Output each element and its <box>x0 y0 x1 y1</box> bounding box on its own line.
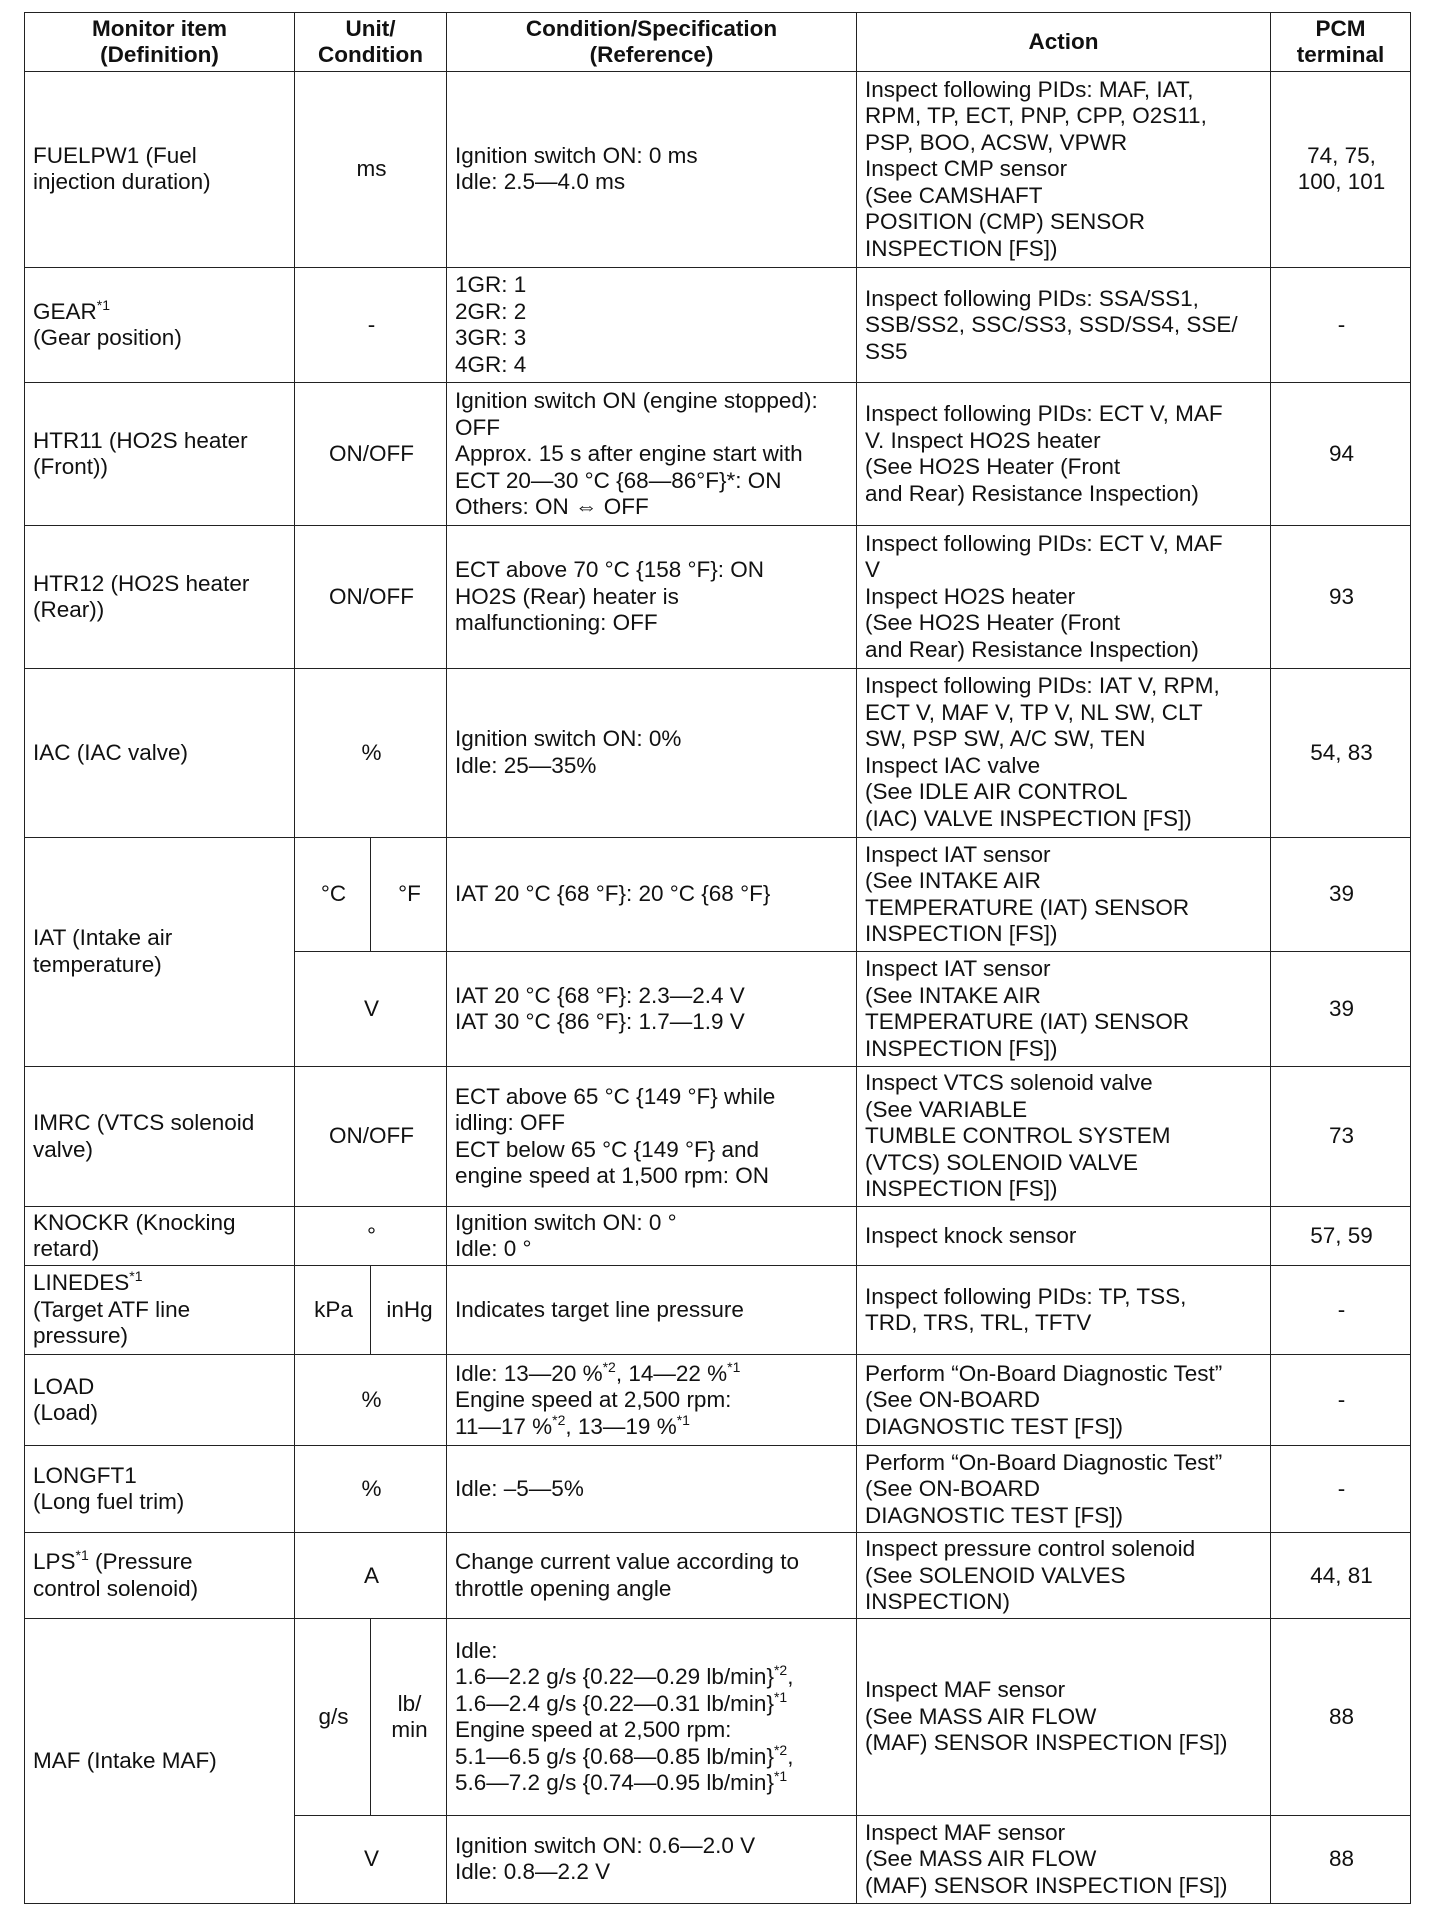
action-cell: Inspect following PIDs: ECT V, MAF V Inspect HO2S heater (See HO2S Heater (Front and Rear) Resistance Inspection) <box>857 526 1271 669</box>
condition-cell: IAT 20 °C {68 °F}: 2.3—2.4 V IAT 30 °C {86 °F}: 1.7—1.9 V <box>447 952 857 1066</box>
condition-cell: Idle: –5—5% <box>447 1446 857 1533</box>
pcm-cell: 88 <box>1271 1815 1411 1903</box>
footnote-mark: *1 <box>676 1411 690 1428</box>
cond-text: 11—17 % <box>455 1413 553 1439</box>
table-row <box>25 1266 1411 1355</box>
pcm-cell: 88 <box>1271 1619 1411 1815</box>
unit-cell: ms <box>295 71 447 267</box>
cond-text: Idle: 13—20 % <box>455 1360 603 1386</box>
action-cell: Inspect MAF sensor (See MASS AIR FLOW (MAF) SENSOR INSPECTION [FS]) <box>857 1619 1271 1815</box>
unit-cell: V <box>295 1815 447 1903</box>
monitor-item: MAF (Intake MAF) <box>25 1619 295 1904</box>
unit-cell-alt: inHg <box>371 1266 447 1355</box>
cond-text: Idle: <box>455 1637 498 1663</box>
unit-cell: kPa <box>295 1266 371 1355</box>
monitor-item: IMRC (VTCS solenoid valve) <box>25 1066 295 1207</box>
pcm-cell: 39 <box>1271 952 1411 1066</box>
condition-cell <box>447 1355 857 1446</box>
action-cell: Inspect following PIDs: TP, TSS, TRD, TRS, TRL, TFTV <box>857 1266 1271 1355</box>
cond-text: Engine speed at 2,500 rpm: <box>455 1717 732 1743</box>
table-row <box>25 71 1411 267</box>
condition-cell: Indicates target line pressure <box>447 1266 857 1355</box>
monitor-item: LONGFT1 (Long fuel trim) <box>25 1446 295 1533</box>
pcm-cell: 54, 83 <box>1271 668 1411 837</box>
unit-cell: ON/OFF <box>295 1066 447 1207</box>
unit-cell: % <box>295 1355 447 1446</box>
cond-text: Engine speed at 2,500 rpm: <box>455 1387 732 1413</box>
table-row <box>25 1619 1411 1815</box>
action-cell: Inspect knock sensor <box>857 1207 1271 1266</box>
footnote-mark: *2 <box>602 1358 616 1375</box>
unit-cell: V <box>295 952 447 1066</box>
action-cell: Inspect MAF sensor (See MASS AIR FLOW (MAF) SENSOR INSPECTION [FS]) <box>857 1815 1271 1903</box>
pcm-cell: 93 <box>1271 526 1411 669</box>
condition-cell: ECT above 65 °C {149 °F} while idling: OFF ECT below 65 °C {149 °F} and engine speed at 1,500 rpm: ON <box>447 1066 857 1207</box>
unit-cell: °C <box>295 837 371 951</box>
unit-cell: % <box>295 1446 447 1533</box>
header-row <box>25 13 1411 72</box>
action-cell: Inspect VTCS solenoid valve (See VARIABLE TUMBLE CONTROL SYSTEM (VTCS) SOLENOID VALVE INSPECTION [FS]) <box>857 1066 1271 1207</box>
item-name: LINEDES <box>33 1270 130 1296</box>
unit-cell-alt: lb/ min <box>371 1619 447 1815</box>
unit-cell: A <box>295 1533 447 1619</box>
unit-cell: - <box>295 268 447 383</box>
pcm-cell: 73 <box>1271 1066 1411 1207</box>
pcm-cell: 44, 81 <box>1271 1533 1411 1619</box>
action-cell: Inspect following PIDs: MAF, IAT, RPM, TP, ECT, PNP, CPP, O2S11, PSP, BOO, ACSW, VPWR Inspect CMP sensor (See CAMSHAFT POSITION (CMP) SENSOR INSPECTION [FS]) <box>857 71 1271 267</box>
condition-cell: IAT 20 °C {68 °F}: 20 °C {68 °F} <box>447 837 857 951</box>
monitor-item: FUELPW1 (Fuel injection duration) <box>25 71 295 267</box>
header-action: Action <box>857 13 1271 72</box>
pcm-cell: 94 <box>1271 383 1411 526</box>
pcm-cell: 74, 75, 100, 101 <box>1271 71 1411 267</box>
table-row <box>25 1533 1411 1619</box>
condition-cell: Ignition switch ON (engine stopped): OFF Approx. 15 s after engine start with ECT 20—30 °C {68—86°F}*: ON Others: ON ⇔ OFF <box>447 383 857 526</box>
cond-text: 1.6—2.2 g/s {0.22—0.29 lb/min} <box>455 1664 774 1690</box>
monitor-item <box>25 1266 295 1355</box>
action-cell: Perform “On-Board Diagnostic Test” (See ON-BOARD DIAGNOSTIC TEST [FS]) <box>857 1355 1271 1446</box>
footnote-mark: *2 <box>773 1741 788 1758</box>
footnote-mark: *1 <box>129 1268 143 1285</box>
condition-cell: Ignition switch ON: 0 ms Idle: 2.5—4.0 ms <box>447 71 857 267</box>
condition-cell: ECT above 70 °C {158 °F}: ON HO2S (Rear) heater is malfunctioning: OFF <box>447 526 857 669</box>
cond-text: , <box>787 1664 794 1690</box>
pid-monitor-table <box>24 12 1411 1904</box>
monitor-item: HTR12 (HO2S heater (Rear)) <box>25 526 295 669</box>
monitor-item: IAC (IAC valve) <box>25 668 295 837</box>
monitor-item <box>25 268 295 383</box>
monitor-item: LOAD (Load) <box>25 1355 295 1446</box>
cond-text: , <box>787 1743 794 1769</box>
condition-cell: Ignition switch ON: 0% Idle: 25—35% <box>447 668 857 837</box>
pcm-cell: 57, 59 <box>1271 1207 1411 1266</box>
table-row <box>25 1355 1411 1446</box>
item-name: LPS <box>33 1549 76 1575</box>
pcm-cell: - <box>1271 1446 1411 1533</box>
cond-text: 5.6—7.2 g/s {0.74—0.95 lb/min} <box>455 1770 774 1796</box>
action-cell: Inspect IAT sensor (See INTAKE AIR TEMPERATURE (IAT) SENSOR INSPECTION [FS]) <box>857 952 1271 1066</box>
action-cell: Perform “On-Board Diagnostic Test” (See ON-BOARD DIAGNOSTIC TEST [FS]) <box>857 1446 1271 1533</box>
condition-cell: 1GR: 1 2GR: 2 3GR: 3 4GR: 4 <box>447 268 857 383</box>
header-unit-condition: Unit/ Condition <box>295 13 447 72</box>
cond-text: , 13—19 % <box>565 1413 677 1439</box>
table-row <box>25 1066 1411 1207</box>
unit-cell-alt: °F <box>371 837 447 951</box>
item-desc: (Gear position) <box>33 325 182 351</box>
monitor-item: IAT (Intake air temperature) <box>25 837 295 1066</box>
pcm-cell: 39 <box>1271 837 1411 951</box>
action-cell: Inspect following PIDs: SSA/SS1, SSB/SS2, SSC/SS3, SSD/SS4, SSE/ SS5 <box>857 268 1271 383</box>
footnote-mark: *1 <box>96 296 110 313</box>
table-row <box>25 668 1411 837</box>
pcm-cell: - <box>1271 1266 1411 1355</box>
action-cell: Inspect pressure control solenoid (See SOLENOID VALVES INSPECTION) <box>857 1533 1271 1619</box>
item-desc: (Pressure <box>88 1549 193 1575</box>
unit-cell: % <box>295 668 447 837</box>
monitor-item: KNOCKR (Knocking retard) <box>25 1207 295 1266</box>
table-row <box>25 383 1411 526</box>
footnote-mark: *1 <box>773 1688 788 1705</box>
cond-text: , 14—22 % <box>615 1360 728 1386</box>
action-cell: Inspect IAT sensor (See INTAKE AIR TEMPERATURE (IAT) SENSOR INSPECTION [FS]) <box>857 837 1271 951</box>
table-row <box>25 1446 1411 1533</box>
item-desc: control solenoid) <box>33 1575 199 1601</box>
cond-text: 5.1—6.5 g/s {0.68—0.85 lb/min} <box>455 1743 774 1769</box>
table-row <box>25 837 1411 951</box>
item-desc: (Target ATF line pressure) <box>33 1296 191 1349</box>
action-cell: Inspect following PIDs: ECT V, MAF V. Inspect HO2S heater (See HO2S Heater (Front and Rear) Resistance Inspection) <box>857 383 1271 526</box>
unit-cell: ON/OFF <box>295 383 447 526</box>
monitor-item: HTR11 (HO2S heater (Front)) <box>25 383 295 526</box>
header-condition-spec: Condition/Specification (Reference) <box>447 13 857 72</box>
pcm-cell: - <box>1271 268 1411 383</box>
monitor-item <box>25 1533 295 1619</box>
header-monitor-item: Monitor item (Definition) <box>25 13 295 72</box>
unit-cell: g/s <box>295 1619 371 1815</box>
pcm-cell: - <box>1271 1355 1411 1446</box>
footnote-mark: *1 <box>75 1547 89 1564</box>
cond-text: 1.6—2.4 g/s {0.22—0.31 lb/min} <box>455 1690 774 1716</box>
table-row <box>25 1207 1411 1266</box>
footnote-mark: *2 <box>773 1662 788 1679</box>
item-name: GEAR <box>33 298 97 324</box>
footnote-mark: *1 <box>727 1358 741 1375</box>
footnote-mark: *1 <box>773 1768 788 1785</box>
table-row <box>25 526 1411 669</box>
condition-cell: Ignition switch ON: 0.6—2.0 V Idle: 0.8—2.2 V <box>447 1815 857 1903</box>
table-row <box>25 268 1411 383</box>
header-pcm-terminal: PCM terminal <box>1271 13 1411 72</box>
condition-cell: Ignition switch ON: 0 ° Idle: 0 ° <box>447 1207 857 1266</box>
unit-cell: ° <box>295 1207 447 1266</box>
unit-cell: ON/OFF <box>295 526 447 669</box>
action-cell: Inspect following PIDs: IAT V, RPM, ECT V, MAF V, TP V, NL SW, CLT SW, PSP SW, A/C SW, TEN Inspect IAC valve (See IDLE AIR CONTROL (IAC) VALVE INSPECTION [FS]) <box>857 668 1271 837</box>
condition-cell: Change current value according to throttle opening angle <box>447 1533 857 1619</box>
footnote-mark: *2 <box>552 1411 566 1428</box>
condition-cell <box>447 1619 857 1815</box>
